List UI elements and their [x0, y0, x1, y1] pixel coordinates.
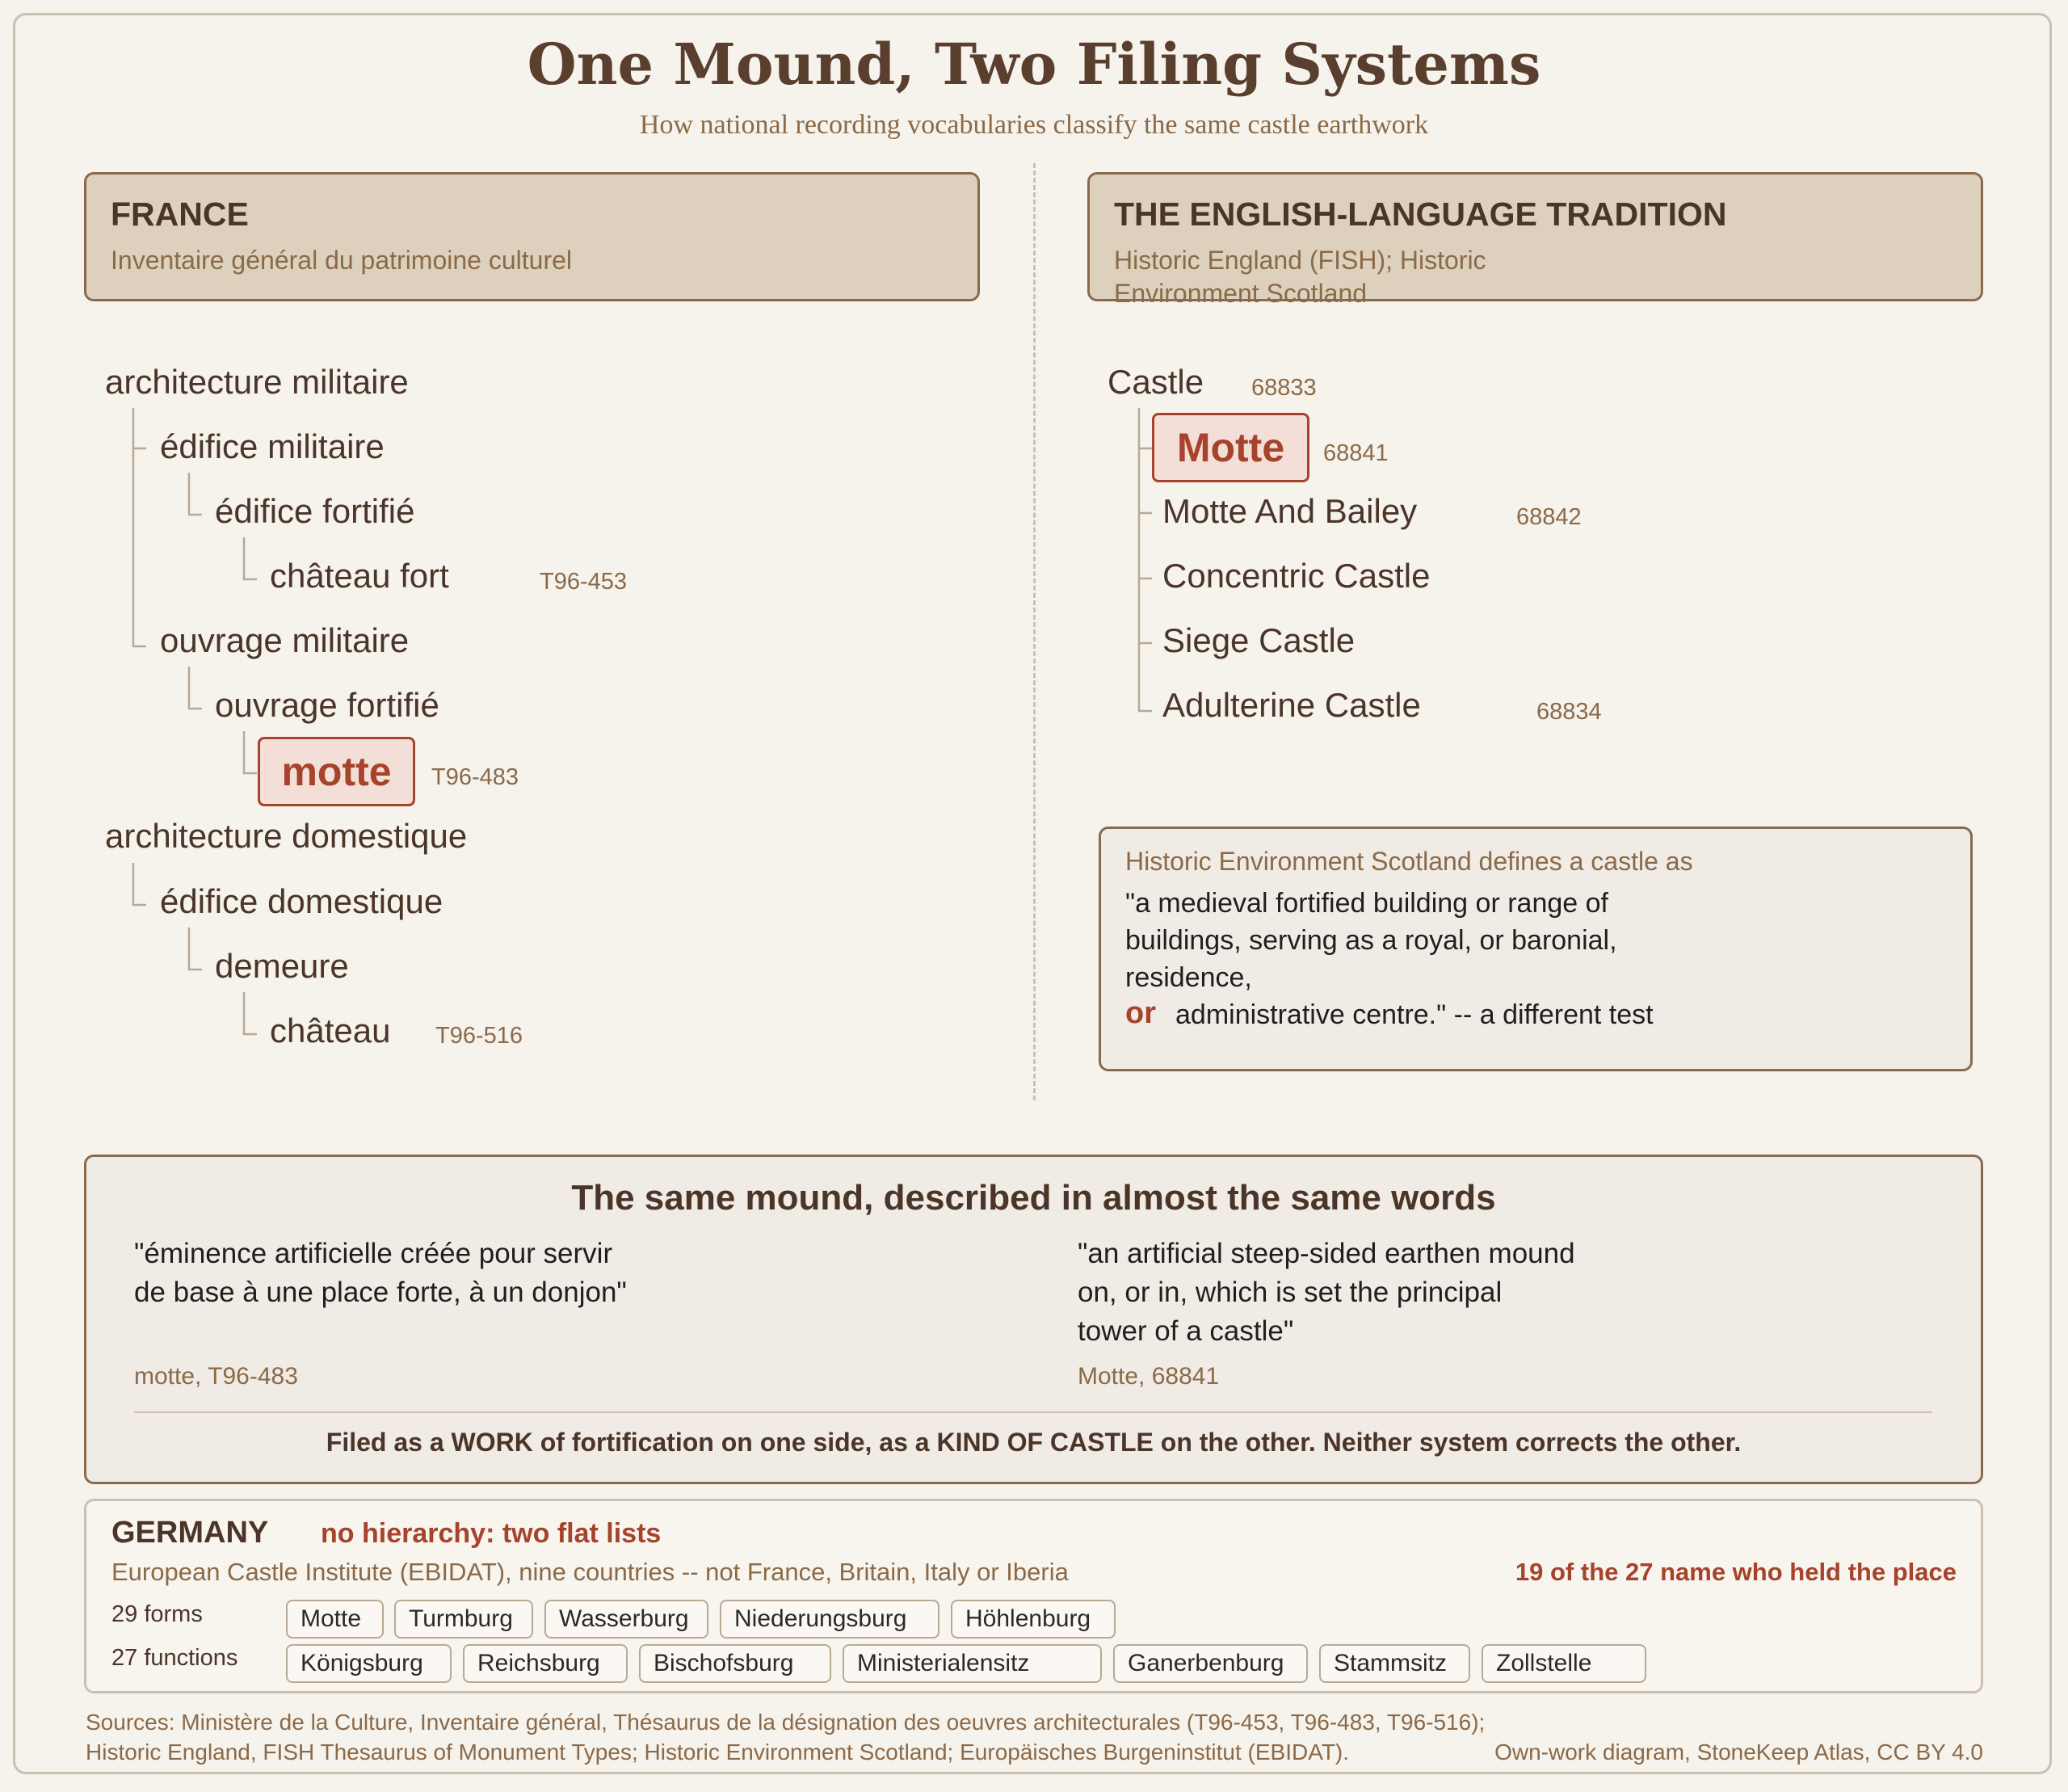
sources-line-1: Sources: Ministère de la Culture, Inventaire général, Thésaurus de la désignation des oeuvres architecturales (T96-453, T96-483, T96-516);	[86, 1710, 1486, 1735]
comparison-conclusion: Filed as a WORK of fortification on one side, as a KIND OF CASTLE on the other. Neither system corrects the other.	[326, 1428, 1742, 1457]
function-pill: Königsburg	[286, 1644, 452, 1683]
germany-source: European Castle Institute (EBIDAT), nine countries -- not France, Britain, Italy or Iberia	[111, 1558, 1069, 1586]
tree-node-architecture-domestique: architecture domestique	[105, 817, 468, 855]
code-chateau-fort: T96-453	[540, 569, 628, 595]
definition-or-word: or	[1125, 996, 1156, 1030]
tree-node-edifice-militaire: édifice militaire	[160, 427, 385, 465]
forms-label: 29 forms	[111, 1601, 203, 1627]
tree-node-edifice-fortifie: édifice fortifié	[215, 492, 415, 530]
highlight-motte-english: Motte	[1152, 413, 1309, 482]
function-pill: Ganerbenburg	[1113, 1644, 1308, 1683]
definition-last-line: administrative centre." -- a different test	[1175, 999, 1654, 1030]
france-source: Inventaire général du patrimoine culturel	[111, 246, 572, 275]
english-heading: THE ENGLISH-LANGUAGE TRADITION	[1114, 196, 1727, 233]
function-pill: Bischofsburg	[639, 1644, 831, 1683]
definition-line-1: "a medieval fortified building or range of	[1125, 888, 1608, 919]
left-cite: motte, T96-483	[134, 1363, 298, 1390]
tree-node-adulterine-castle: Adulterine Castle	[1162, 686, 1421, 724]
function-pill: Stammsitz	[1319, 1644, 1470, 1683]
france-heading: FRANCE	[111, 196, 249, 233]
tree-node-demeure: demeure	[215, 947, 349, 985]
form-pill: Höhlenburg	[951, 1600, 1116, 1638]
germany-tagline: no hierarchy: two flat lists	[321, 1518, 662, 1549]
code-adulterine-castle: 68834	[1536, 699, 1602, 725]
left-quote-line-1: "éminence artificielle créée pour servir	[134, 1238, 613, 1269]
germany-heading: GERMANY	[111, 1516, 269, 1550]
form-pill: Turmburg	[394, 1600, 533, 1638]
comparison-heading: The same mound, described in almost the same words	[571, 1178, 1496, 1218]
right-quote-line-3: tower of a castle"	[1078, 1315, 1294, 1347]
definition-intro: Historic Environment Scotland defines a castle as	[1125, 847, 1693, 876]
functions-label: 27 functions	[111, 1645, 238, 1671]
tree-node-concentric-castle: Concentric Castle	[1162, 557, 1431, 595]
code-motte-english: 68841	[1323, 440, 1389, 466]
tree-node-chateau-fort: château fort	[270, 557, 449, 595]
sources-line-2: Historic England, FISH Thesaurus of Monument Types; Historic Environment Scotland; Europäisches Burgeninstitut (EBIDAT).	[86, 1739, 1350, 1765]
germany-note: 19 of the 27 name who held the place	[1515, 1558, 1957, 1586]
credit: Own-work diagram, StoneKeep Atlas, CC BY 4.0	[1494, 1739, 1983, 1765]
function-pill: Zollstelle	[1482, 1644, 1646, 1683]
comparison-box	[84, 1155, 1983, 1484]
form-pill: Niederungsburg	[720, 1600, 939, 1638]
definition-box	[1099, 827, 1973, 1071]
definition-line-2: buildings, serving as a royal, or baronial,	[1125, 925, 1617, 956]
code-castle: 68833	[1251, 375, 1317, 401]
tree-node-ouvrage-militaire: ouvrage militaire	[160, 621, 410, 659]
code-chateau: T96-516	[435, 1023, 523, 1049]
highlight-motte-france: motte	[258, 737, 415, 806]
right-quote-line-1: "an artificial steep-sided earthen mound	[1078, 1238, 1575, 1269]
tree-node-chateau: château	[270, 1012, 391, 1050]
tree-node-castle: Castle	[1108, 363, 1204, 401]
tree-node-edifice-domestique: édifice domestique	[160, 882, 443, 920]
tree-node-ouvrage-fortifie: ouvrage fortifié	[215, 686, 439, 724]
left-quote-line-2: de base à une place forte, à un donjon"	[134, 1277, 627, 1308]
code-motte-france: T96-483	[431, 764, 519, 790]
form-pill: Wasserburg	[544, 1600, 708, 1638]
page-subtitle: How national recording vocabularies classify the same castle earthwork	[639, 110, 1429, 140]
page-title: One Mound, Two Filing Systems	[527, 31, 1541, 98]
function-pill: Reichsburg	[463, 1644, 628, 1683]
tree-node-architecture-militaire: architecture militaire	[105, 363, 409, 401]
english-source-line-1: Historic England (FISH); Historic	[1114, 246, 1486, 275]
tree-node-motte-and-bailey: Motte And Bailey	[1162, 492, 1418, 530]
tree-node-siege-castle: Siege Castle	[1162, 621, 1356, 659]
function-pill: Ministerialensitz	[843, 1644, 1102, 1683]
english-source-line-2: Environment Scotland	[1114, 279, 1368, 308]
form-pill: Motte	[286, 1600, 384, 1638]
right-cite: Motte, 68841	[1078, 1363, 1220, 1390]
right-quote-line-2: on, or in, which is set the principal	[1078, 1277, 1503, 1308]
comparison-rule	[134, 1411, 1932, 1413]
code-motte-and-bailey: 68842	[1516, 504, 1582, 530]
definition-line-3: residence,	[1125, 962, 1252, 993]
